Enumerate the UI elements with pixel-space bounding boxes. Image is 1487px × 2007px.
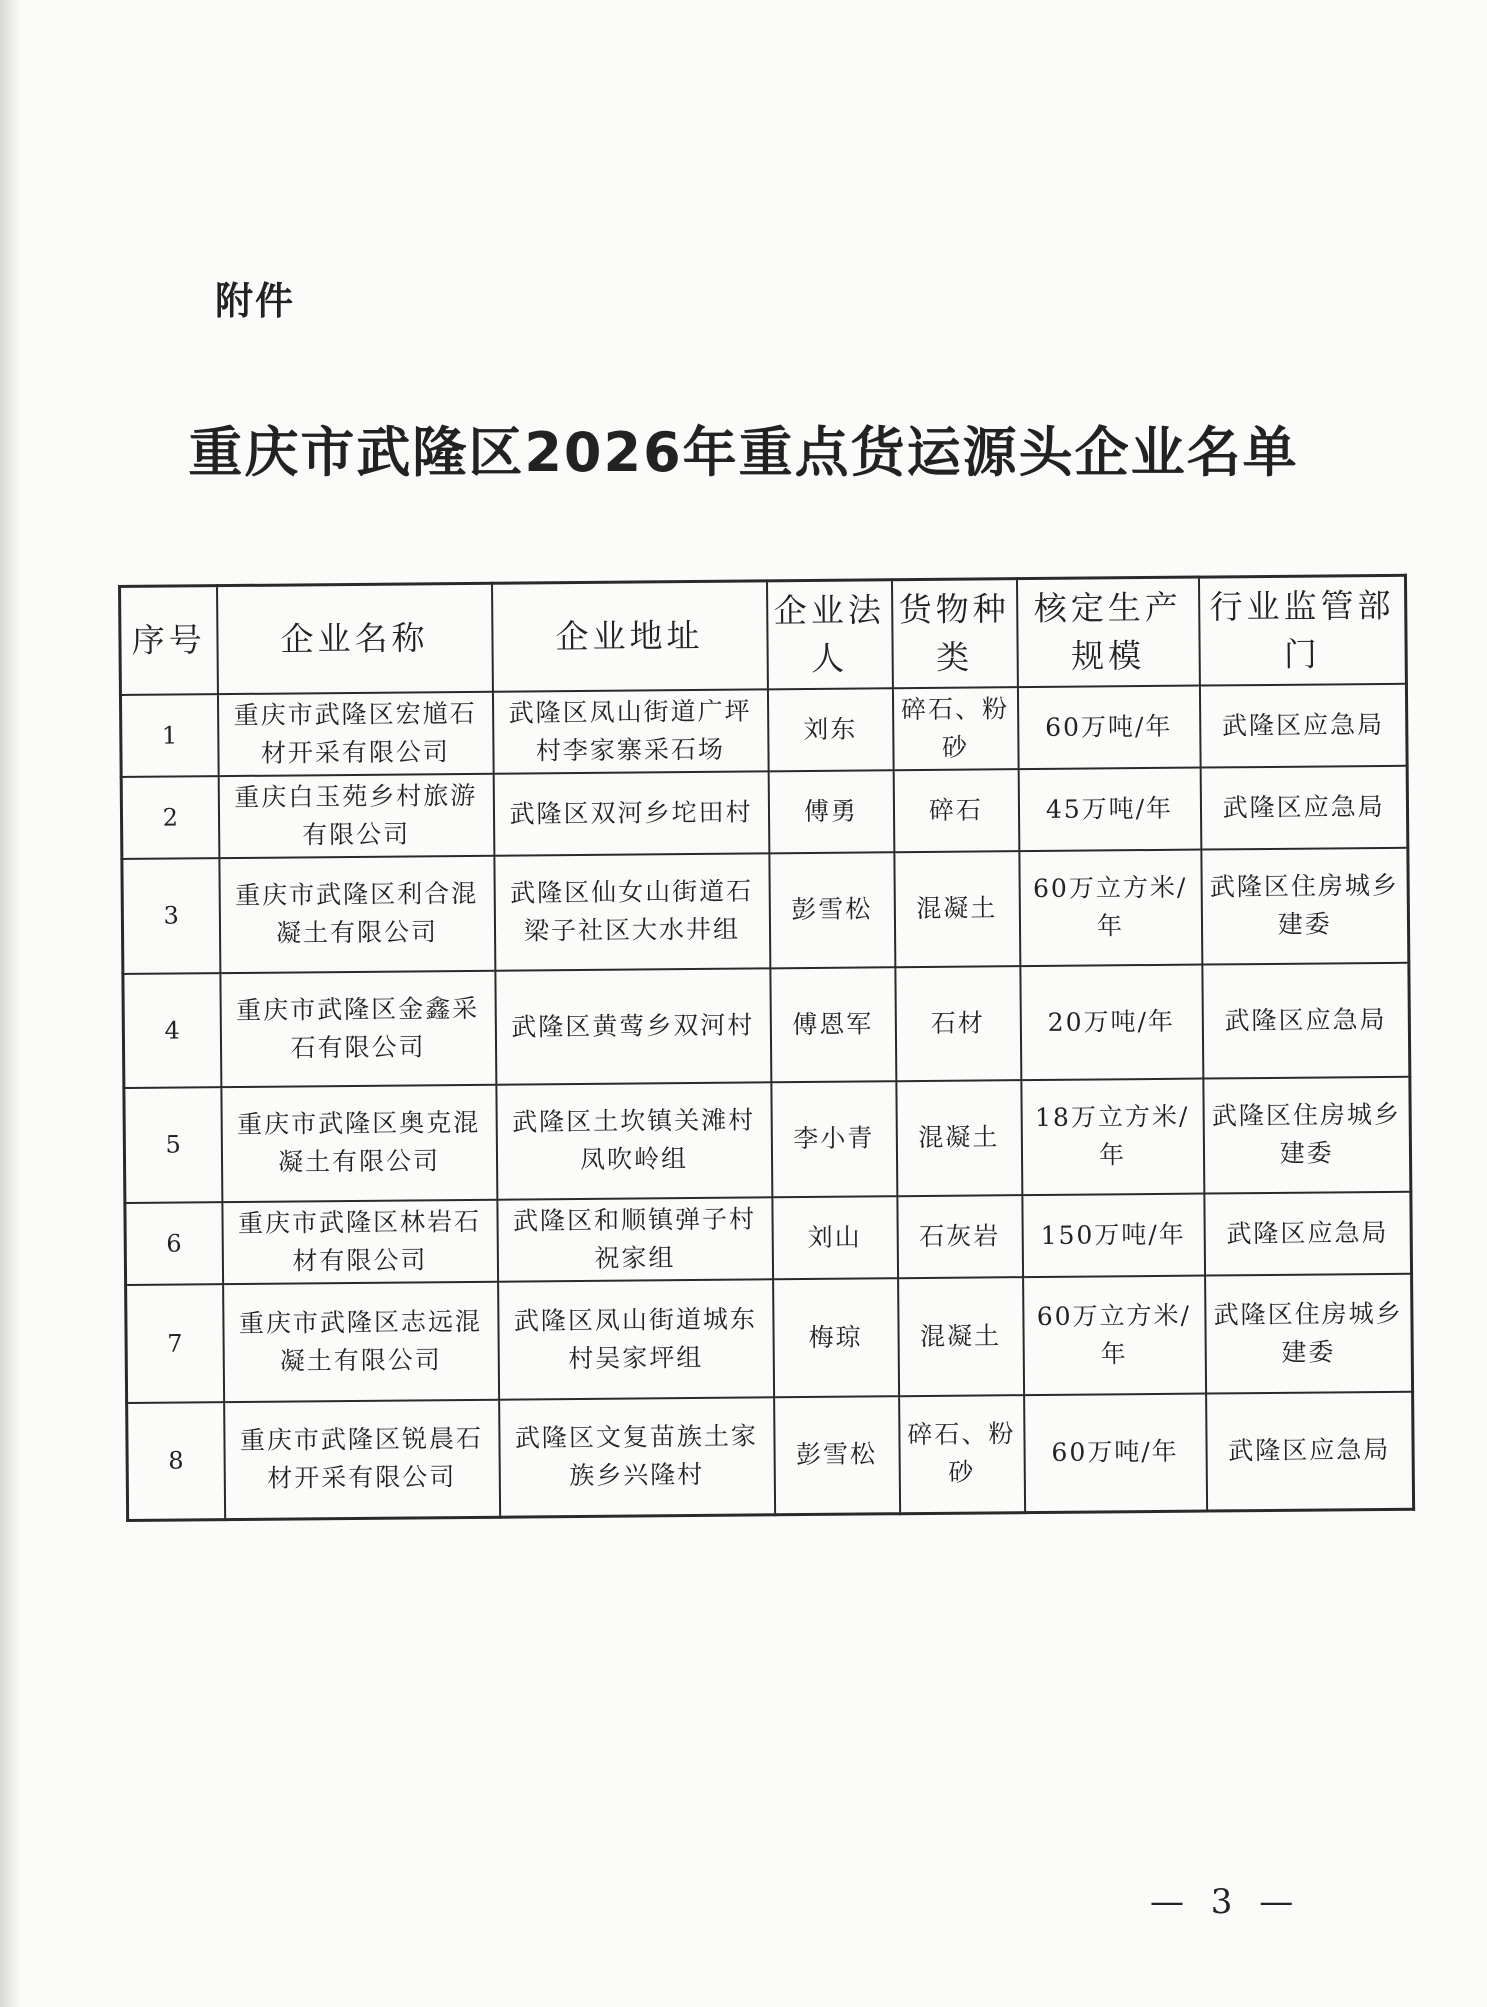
cell-address: 武隆区土坎镇关滩村凤吹岭组	[496, 1082, 772, 1199]
cell-name: 重庆市武隆区宏馗石材开采有限公司	[217, 691, 493, 775]
cell-legal: 李小青	[771, 1081, 897, 1197]
cell-capacity: 150万吨/年	[1022, 1193, 1205, 1277]
cell-cargo: 石灰岩	[897, 1195, 1023, 1278]
cell-dept: 武隆区应急局	[1204, 1191, 1412, 1275]
cell-dept: 武隆区住房城乡建委	[1205, 1273, 1413, 1393]
enterprise-table	[118, 574, 1415, 1522]
cell-address: 武隆区双河乡坨田村	[493, 771, 769, 855]
cell-index: 4	[123, 973, 221, 1088]
cell-capacity: 20万吨/年	[1020, 964, 1203, 1080]
cell-name: 重庆市武隆区志远混凝土有限公司	[223, 1281, 499, 1401]
cell-legal: 刘山	[772, 1196, 898, 1279]
header-dept: 行业监管部门	[1198, 575, 1406, 685]
header-cargo: 货物种类	[891, 579, 1017, 688]
cell-legal: 傅恩军	[770, 967, 896, 1082]
cell-name: 重庆市武隆区利合混凝土有限公司	[219, 855, 495, 972]
header-legal: 企业法人	[766, 580, 892, 689]
cell-index: 5	[124, 1087, 222, 1203]
cell-capacity: 18万立方米/年	[1021, 1078, 1204, 1195]
cell-dept: 武隆区应急局	[1206, 1391, 1414, 1511]
cell-address: 武隆区黄莺乡双河村	[495, 968, 771, 1084]
document-title: 重庆市武隆区2026年重点货运源头企业名单	[188, 421, 1299, 484]
table-row	[123, 962, 1410, 1087]
header-address: 企业地址	[491, 581, 767, 691]
cell-legal: 梅琼	[773, 1278, 899, 1397]
cell-index: 2	[121, 776, 219, 859]
cell-index: 8	[127, 1402, 225, 1521]
cell-index: 6	[125, 1202, 223, 1285]
header-name: 企业名称	[217, 583, 493, 693]
attachment-label: 附件	[215, 279, 296, 323]
cell-cargo: 碎石、粉砂	[892, 687, 1018, 770]
table-row	[125, 1191, 1412, 1284]
scan-edge-shadow	[0, 0, 20, 2007]
cell-address: 武隆区文复苗族土家族乡兴隆村	[499, 1397, 775, 1517]
cell-name: 重庆市武隆区金鑫采石有限公司	[220, 970, 496, 1086]
cell-capacity: 60万吨/年	[1024, 1393, 1207, 1513]
cell-dept: 武隆区住房城乡建委	[1203, 1076, 1411, 1193]
cell-legal: 彭雪松	[774, 1396, 900, 1515]
cell-dept: 武隆区应急局	[1202, 962, 1410, 1078]
cell-index: 1	[120, 694, 218, 777]
cell-capacity: 45万吨/年	[1018, 767, 1201, 851]
table-row	[121, 765, 1408, 858]
cell-capacity: 60万立方米/年	[1023, 1275, 1206, 1395]
header-index: 序号	[120, 586, 218, 695]
table-row	[122, 847, 1409, 973]
cell-address: 武隆区和顺镇弹子村祝家组	[497, 1197, 773, 1281]
cell-cargo: 碎石、粉砂	[899, 1395, 1025, 1514]
table-row	[126, 1273, 1413, 1402]
cell-dept: 武隆区住房城乡建委	[1201, 847, 1409, 964]
cell-capacity: 60万立方米/年	[1019, 849, 1202, 966]
table-row	[120, 683, 1407, 776]
cell-name: 重庆白玉苑乡村旅游有限公司	[218, 773, 494, 857]
table-row	[127, 1391, 1414, 1520]
cell-cargo: 混凝土	[898, 1277, 1024, 1396]
cell-legal: 彭雪松	[769, 852, 895, 968]
cell-name: 重庆市武隆区奥克混凝土有限公司	[221, 1084, 497, 1201]
cell-name: 重庆市武隆区林岩石材有限公司	[222, 1199, 498, 1283]
cell-cargo: 混凝土	[894, 851, 1020, 967]
page-number: — 3 —	[1150, 1882, 1302, 1922]
cell-dept: 武隆区应急局	[1199, 683, 1407, 767]
table-header-row	[120, 575, 1407, 694]
cell-address: 武隆区仙女山街道石梁子社区大水井组	[494, 853, 770, 970]
header-capacity: 核定生产规模	[1016, 577, 1199, 687]
cell-dept: 武隆区应急局	[1200, 765, 1408, 849]
cell-name: 重庆市武隆区锐晨石材开采有限公司	[224, 1399, 500, 1519]
cell-address: 武隆区凤山街道城东村吴家坪组	[498, 1279, 774, 1399]
cell-address: 武隆区凤山街道广坪村李家寨采石场	[492, 689, 768, 773]
cell-index: 7	[126, 1284, 224, 1403]
cell-index: 3	[122, 858, 220, 974]
cell-cargo: 石材	[895, 966, 1021, 1081]
cell-legal: 傅勇	[768, 770, 894, 853]
cell-capacity: 60万吨/年	[1017, 685, 1200, 769]
cell-cargo: 混凝土	[896, 1080, 1022, 1196]
cell-legal: 刘东	[767, 688, 893, 771]
cell-cargo: 碎石	[893, 769, 1019, 852]
table-row	[124, 1076, 1411, 1202]
